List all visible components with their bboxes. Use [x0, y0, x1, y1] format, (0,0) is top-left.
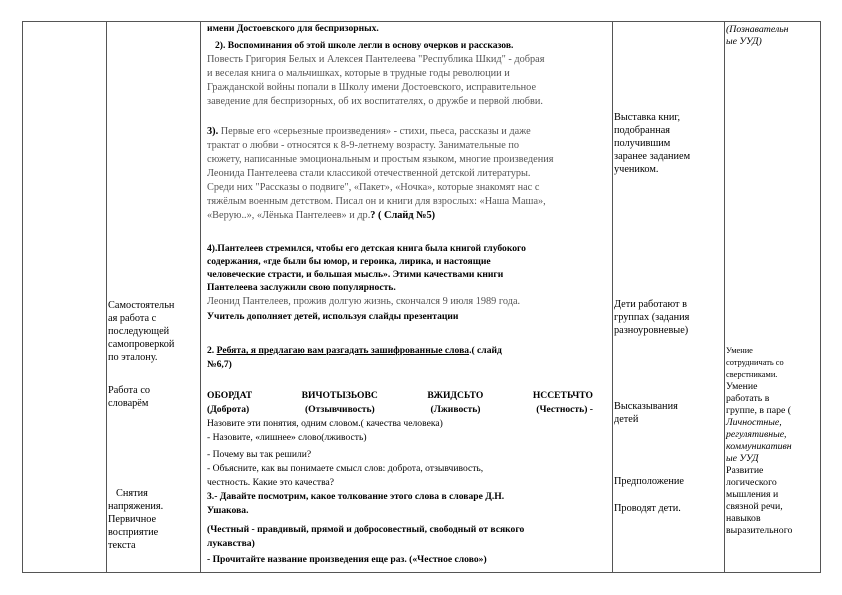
table-divider-4: [724, 21, 725, 573]
task-slide: .( слайд: [469, 345, 502, 356]
stage-text-line: восприятие: [108, 527, 159, 538]
task-line: [207, 345, 502, 357]
activity-line: подобранная: [614, 125, 671, 136]
content-line: лукавства): [207, 538, 255, 549]
table-border-bottom: [22, 572, 821, 573]
task-title: Ребята, я предлагаю вам разгадать зашифрованные слова: [216, 345, 470, 356]
activity-line: Выставка книг,: [614, 112, 681, 123]
table-divider-2: [200, 21, 201, 573]
activity-line: разноуровневые): [614, 325, 689, 336]
content-line: Леонида Пантелеева стали классикой отечественной детской литературы.: [207, 168, 531, 179]
activity-line: Проводят дети.: [614, 503, 681, 514]
uud-line: коммуникативн: [726, 441, 792, 452]
stage-column-dictionary: [108, 384, 198, 410]
encrypted-word: НССЕТЬЧТО: [532, 390, 593, 401]
activity-line: учеником.: [614, 164, 659, 175]
content-line: и веселая книга о мальчишках, которые в трудные годы революции и: [207, 68, 510, 79]
table-border-top: [22, 21, 821, 22]
content-line: Повесть Григория Белых и Алексея Пантелеева "Республика Шкид" - добрая: [207, 54, 545, 65]
paragraph-number: 3).: [207, 126, 219, 137]
encrypted-word: ВЖИДСЬТО: [427, 390, 484, 401]
content-line: Пантелеева заслужили свою популярность.: [207, 282, 396, 293]
stage-column-relax: [108, 487, 198, 552]
stage-text-line: словарём: [108, 398, 149, 409]
uud-line: ые УУД: [726, 453, 759, 464]
encrypted-word: ОБОРДАТ: [207, 390, 253, 401]
content-line: содержания, «где были бы юмор, и героика, лирика, и настоящие: [207, 256, 491, 267]
content-line: [207, 210, 435, 222]
stage-text-line: Самостоятельн: [108, 300, 175, 311]
stage-text-line: Первичное: [108, 514, 157, 525]
content-line: [207, 126, 531, 138]
stage-text-line: последующей: [108, 326, 170, 337]
content-line: Назовите эти понятия, одним словом.( качества человека): [207, 418, 443, 429]
content-line: имени Достоевского для беспризорных.: [207, 23, 379, 34]
content-line: сюжету, написанные эмоциональным и простым языком, многие произведения: [207, 154, 554, 165]
slide-reference: ? ( Слайд №5): [370, 210, 436, 221]
stage-text-line: по эталону.: [108, 352, 158, 363]
content-line: (Честный - правдивый, прямой и добросовестный, свободный от всякого: [207, 524, 525, 535]
stage-text-line: напряжения.: [108, 501, 164, 512]
content-text: Первые его «серьезные произведения» - стихи, пьеса, рассказы и даже: [218, 126, 531, 137]
table-border-left: [22, 21, 23, 573]
activity-line: Предположение: [614, 476, 684, 487]
content-line: 2). Воспоминания об этой школе легли в основу очерков и рассказов.: [215, 40, 514, 51]
activity-line: заранее заданием: [614, 151, 691, 162]
uud-line: сверстниками.: [726, 370, 778, 379]
answer-word: (Честность) -: [536, 404, 593, 415]
stage-text-line: текста: [108, 540, 136, 551]
content-line: 3.- Давайте посмотрим, какое толкование этого слова в словаре Д.Н.: [207, 491, 505, 502]
activity-line: Высказывания: [614, 401, 678, 412]
answer-word: (Лживость): [430, 404, 481, 415]
content-text: «Верую..», «Лёнька Пантелеев» и др.: [207, 210, 371, 221]
uud-line: выразительного: [726, 525, 793, 536]
content-line: 4).Пантелеев стремился, чтобы его детская книга была книгой глубокого: [207, 243, 526, 254]
content-line: трактат о любви - относятся к 8-9-летнему возрасту. Занимательные по: [207, 140, 520, 151]
activity-line: группах (задания: [614, 312, 690, 323]
stage-text-line: самопроверкой: [108, 339, 175, 350]
uud-line: группе, в паре (: [726, 405, 792, 416]
uud-line: мышления и: [726, 489, 779, 500]
uud-line: навыков: [726, 513, 761, 524]
uud-line: сотрудничать со: [726, 358, 784, 367]
answer-word: (Отзывчивость): [304, 404, 375, 415]
activity-statements: [614, 400, 678, 426]
uud-line: Умение: [726, 346, 753, 355]
table-border-right: [820, 21, 821, 573]
uud-skills: [726, 345, 792, 537]
activity-groups: [614, 298, 689, 337]
content-line: честность. Какие это качества?: [207, 477, 335, 488]
content-line: - Прочитайте название произведения еще раз. («Честное слово»): [207, 554, 487, 565]
content-line: Учитель дополняет детей, используя слайды презентации: [207, 311, 459, 322]
uud-line: Личностные,: [726, 417, 782, 428]
content-line: - Объясните, как вы понимаете смысл слов: доброта, отзывчивость,: [207, 463, 484, 474]
uud-column: [726, 24, 789, 48]
content-line: Гражданской войны попали в Школу имени Достоевского, исправительное: [207, 82, 537, 93]
uud-line: Умение: [726, 381, 758, 392]
stage-text-line: ая работа с: [108, 313, 157, 324]
content-line: - Назовите, «лишнее» слово(лживость): [207, 432, 367, 443]
content-line: заведение для беспризорных, об их воспитателях, о дружбе и первой любви.: [207, 96, 543, 107]
uud-line: связной речи,: [726, 501, 783, 512]
activity-conduct: [614, 502, 681, 515]
task-number: 2.: [207, 345, 217, 356]
stage-column: [108, 299, 198, 364]
table-divider-1: [106, 21, 107, 573]
content-line: Среди них "Рассказы о подвиге", «Пакет», «Ночка», которые знакомят нас с: [207, 182, 540, 193]
uud-line: ые УУД): [726, 36, 762, 47]
answer-word: (Доброта): [207, 404, 250, 415]
uud-line: логического: [726, 477, 777, 488]
uud-line: работать в: [726, 393, 770, 404]
content-line: Ушакова.: [207, 505, 249, 516]
stage-text-line: Снятия: [116, 488, 148, 499]
stage-text-line: Работа со: [108, 385, 151, 396]
uud-line: регулятивные,: [726, 429, 787, 440]
answers-row: [207, 404, 593, 416]
activity-guess: [614, 475, 684, 488]
encrypted-words-row: [207, 390, 593, 402]
encrypted-word: ВИЧОТЫЗЬОВС: [301, 390, 378, 401]
activity-line: Дети работают в: [614, 299, 687, 310]
content-line: тяжёлым военным детством. Писал он и книги для взрослых: «Наша Маша»,: [207, 196, 546, 207]
table-divider-3: [612, 21, 613, 573]
content-line: №6,7): [207, 359, 232, 370]
content-line: - Почему вы так решили?: [207, 449, 312, 460]
content-line: Леонид Пантелеев, прожив долгую жизнь, скончался 9 июля 1989 года.: [207, 296, 521, 307]
content-line: человеческие страсти, и большая мысль». Этими качествами книги: [207, 269, 504, 280]
uud-line: (Познавательн: [726, 24, 789, 35]
activity-line: детей: [614, 414, 639, 425]
activity-line: получившим: [614, 138, 671, 149]
uud-line: Развитие: [726, 465, 764, 476]
activity-column: [614, 111, 690, 176]
